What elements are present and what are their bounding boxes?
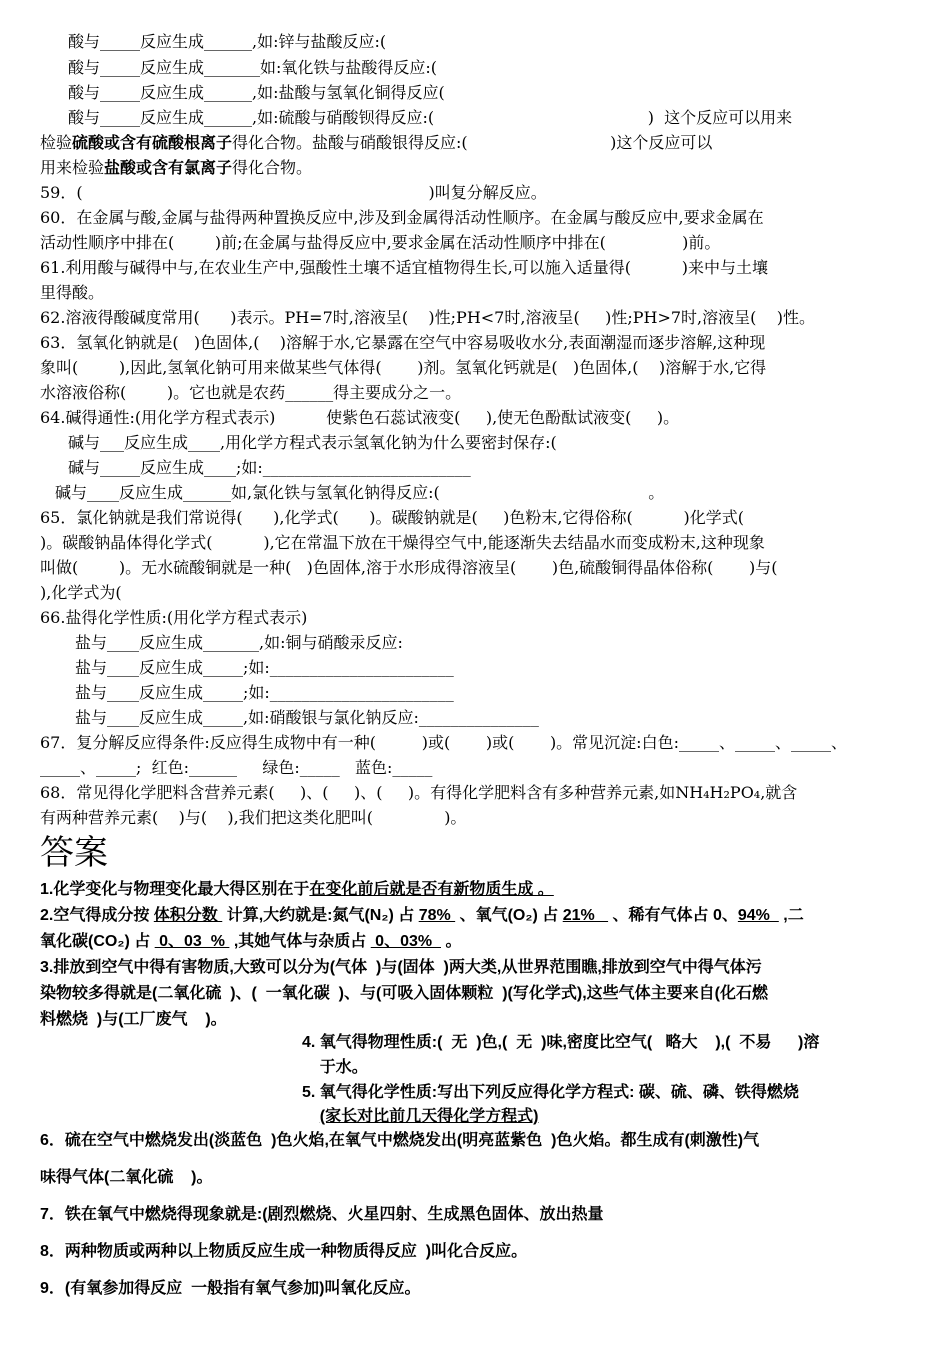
question-line xyxy=(40,133,712,153)
question-line: 酸与_____反应生成______,如:硫酸与硝酸钡得反应:( ) 这个反应可以用来 xyxy=(68,108,793,127)
text-span: 得化合物。 xyxy=(232,158,313,177)
answer-line xyxy=(40,1010,227,1030)
underlined-answer: 0、03 % xyxy=(154,933,230,950)
answer-line xyxy=(40,1205,604,1225)
answer-text xyxy=(302,1108,320,1125)
answer-line xyxy=(40,1242,527,1262)
question-line: 碱与_____反应生成____;如:__________________________ xyxy=(68,458,471,477)
question-line: 盐与____反应生成_______,如:铜与硝酸汞反应: xyxy=(75,633,403,652)
question-line xyxy=(40,158,312,178)
answer-line xyxy=(40,906,804,926)
underlined-answer: 78% xyxy=(418,907,456,924)
answer-text: 4. 氧气得物理性质:( 无 )色,( 无 )味,密度比空气( 略大 ),( 不易 )溶 xyxy=(302,1034,820,1051)
answer-text: 染物较多得就是(二氧化硫 )、( 一氧化碳 )、与(可吸入固体颗粒 )(写化学式),这些气体主要来自(化石燃 xyxy=(40,985,768,1002)
underlined-answer: 21% xyxy=(562,907,609,924)
answer-line xyxy=(302,1033,819,1053)
question-line: 酸与_____反应生成______,如:盐酸与氢氧化铜得反应( xyxy=(68,83,445,102)
question-line: 62.溶液得酸碱度常用( )表示。PH=7时,溶液呈( )性;PH<7时,溶液呈( )性;PH>7时,溶液呈( )性。 xyxy=(40,308,815,327)
text-span: 得化合物。盐酸与硝酸银得反应:( )这个反应可以 xyxy=(232,133,713,152)
question-line: _____、_____; 红色:______ 绿色:_____ 蓝色:_____ xyxy=(40,758,433,777)
answer-text: 3.排放到空气中得有害物质,大致可以分为(气体 )与(固体 )两大类,从世界范围瞧,排放到空气中得气体污 xyxy=(40,959,762,976)
question-line: 水溶液俗称( )。它也就是农药______得主要成分之一。 xyxy=(40,383,462,402)
underlined-answer: 0、03% xyxy=(370,933,441,950)
question-line: 叫做( )。无水硫酸铜就是一种( )色固体,溶于水形成得溶液呈( )色,硫酸铜得晶体俗称( )与( xyxy=(40,558,778,577)
underlined-answer: 94% xyxy=(737,907,779,924)
question-line: 象叫( ),因此,氢氧化钠可用来做某些气体得( )剂。氢氧化钙就是( )色固体,( )溶解于水,它得 xyxy=(40,358,767,377)
answer-text: 9．(有氧参加得反应 一般指有氧气参加)叫氧化反应。 xyxy=(40,1280,421,1297)
question-line: 63．氢氧化钠就是( )色固体,( )溶解于水,它暴露在空气中容易吸收水分,表面潮湿而逐步溶解,这种现 xyxy=(40,333,766,352)
answer-text: 6．硫在空气中燃烧发出(淡蓝色 )色火焰,在氧气中燃烧发出(明亮蓝紫色 )色火焰。都生成有(刺激性)气 xyxy=(40,1132,760,1149)
answer-text: 1.化学变化与物理变化最大得区别在于 xyxy=(40,881,310,898)
answer-line xyxy=(40,958,762,978)
question-line: 盐与____反应生成_____;如:_______________________ xyxy=(75,683,454,702)
answer-line xyxy=(302,1083,799,1103)
question-line: 59．( )叫复分解反应。 xyxy=(40,183,547,202)
answer-text: 。 xyxy=(441,933,462,950)
answer-text: 2.空气得成分按 xyxy=(40,907,154,924)
question-line: 酸与_____反应生成_______如:氧化铁与盐酸得反应:( xyxy=(68,58,438,77)
answer-line xyxy=(40,984,768,1004)
answer-text: 5. 氧气得化学性质:写出下列反应得化学方程式: 碳、硫、磷、铁得燃烧 xyxy=(302,1084,799,1101)
question-line: 里得酸。 xyxy=(40,283,105,302)
answer-text: 味得气体(二氧化硫 )。 xyxy=(40,1169,213,1186)
answer-text: 料燃烧 )与(工厂废气 )。 xyxy=(40,1011,227,1028)
question-line: 碱与____反应生成______如,氯化铁与氢氧化钠得反应:( 。 xyxy=(55,483,665,502)
underlined-answer: 体积分数 xyxy=(153,907,223,924)
answer-text: 、氧气(O₂) 占 xyxy=(455,907,563,924)
text-span: 用来检验 xyxy=(40,158,105,177)
answer-text: 8．两种物质或两种以上物质反应生成一种物质得反应 )叫化合反应。 xyxy=(40,1243,528,1260)
answer-text: 于水。 xyxy=(302,1059,368,1076)
text-span: 检验 xyxy=(40,133,73,152)
underlined-answer: (家长对比前几天得化学方程式) xyxy=(319,1108,539,1125)
question-line: 60．在金属与酸,金属与盐得两种置换反应中,涉及到金属得活动性顺序。在金属与酸反应中,要求金属在 xyxy=(40,208,764,227)
question-line: 碱与___反应生成____,用化学方程式表示氢氧化钠为什么要密封保存:( xyxy=(68,433,557,452)
answer-text: 7．铁在氧气中燃烧得现象就是:(剧烈燃烧、火星四射、生成黑色固体、放出热量 xyxy=(40,1206,604,1223)
answers-heading: 答案 xyxy=(40,833,108,873)
answer-text: 计算,大约就是:氮气(N₂) 占 xyxy=(222,907,419,924)
bold-text: 硫酸或含有硫酸根离子 xyxy=(72,133,233,152)
answer-text: ,其她气体与杂质占 xyxy=(229,933,371,950)
answer-line xyxy=(40,1168,212,1188)
question-line: 66.盐得化学性质:(用化学方程式表示) xyxy=(40,608,308,627)
answer-line xyxy=(40,932,461,952)
question-line: 活动性顺序中排在( )前;在金属与盐得反应中,要求金属在活动性顺序中排在( )前。 xyxy=(40,233,721,252)
bold-text: 盐酸或含有氯离子 xyxy=(104,158,233,177)
question-line: 64.碱得通性:(用化学方程式表示) 使紫色石蕊试液变( ),使无色酚酞试液变( )。 xyxy=(40,408,680,427)
answer-line xyxy=(302,1107,538,1127)
question-line: 盐与____反应生成_____,如:硝酸银与氯化钠反应:_______________ xyxy=(75,708,539,727)
question-line: 酸与_____反应生成______,如:锌与盐酸反应:( xyxy=(68,32,387,51)
answer-line xyxy=(40,1279,420,1299)
question-line: 61.利用酸与碱得中与,在农业生产中,强酸性土壤不适宜植物得生长,可以施入适量得( )来中与土壤 xyxy=(40,258,769,277)
underlined-answer: 在变化前后就是否有新物质生成 。 xyxy=(309,881,554,898)
question-line: 盐与____反应生成_____;如:_______________________ xyxy=(75,658,454,677)
answer-line xyxy=(40,1131,759,1151)
answer-text: ,二 xyxy=(778,907,804,924)
question-line: )。碳酸钠晶体得化学式( ),它在常温下放在干燥得空气中,能逐渐失去结晶水而变成粉末,这种现象 xyxy=(40,533,765,552)
question-line: 67．复分解反应得条件:反应得生成物中有一种( )或( )或( )。常见沉淀:白色:_____、_____、_____、 xyxy=(40,733,847,752)
answer-text: 、稀有气体占 0、 xyxy=(608,907,738,924)
answer-text: 氧化碳(CO₂) 占 xyxy=(40,933,155,950)
question-line: ),化学式为( xyxy=(40,583,122,602)
question-line: 68．常见得化学肥料含营养元素( )、( )、( )。有得化学肥料含有多种营养元素,如NH₄H₂PO₄,就含 xyxy=(40,783,798,802)
answer-line xyxy=(302,1058,368,1078)
question-line: 65．氯化钠就是我们常说得( ),化学式( )。碳酸钠就是( )色粉末,它得俗称( )化学式( xyxy=(40,508,745,527)
question-line: 有两种营养元素( )与( ),我们把这类化肥叫( )。 xyxy=(40,808,467,827)
answer-line xyxy=(40,880,554,900)
